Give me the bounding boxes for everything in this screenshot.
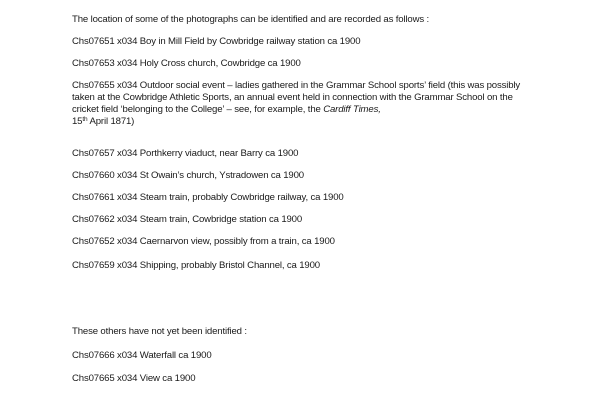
record-item: Chs07657 x034 Porthkerry viaduct, near Barry ca 1900 [72, 148, 299, 159]
citation-rest: April 1871) [87, 116, 135, 127]
citation-ordinal: th [82, 116, 88, 123]
record-text: Chs07655 x034 Outdoor social event – ladies gathered in the Grammar School sports’ field (this was possibly taken at the Cowbridge Athletic Sports, an annual event held in connection with the Grammar School on the cricket field ‘belonging to the College’ – see, for example, the [72, 80, 521, 115]
record-item: Chs07662 x034 Steam train, Cowbridge station ca 1900 [72, 214, 303, 225]
record-item: Chs07651 x034 Boy in Mill Field by Cowbridge railway station ca 1900 [72, 36, 361, 47]
others-intro-paragraph: These others have not yet been identified : [72, 326, 247, 337]
citation-day: 15 [72, 116, 83, 127]
record-item [72, 80, 534, 128]
record-item: Chs07660 x034 St Owain’s church, Ystradowen ca 1900 [72, 170, 304, 181]
record-item: Chs07665 x034 View ca 1900 [72, 373, 196, 384]
record-item: Chs07666 x034 Waterfall ca 1900 [72, 350, 212, 361]
intro-paragraph: The location of some of the photographs can be identified and are recorded as follows : [72, 14, 430, 25]
record-item: Chs07659 x034 Shipping, probably Bristol Channel, ca 1900 [72, 260, 320, 271]
record-item: Chs07661 x034 Steam train, probably Cowbridge railway, ca 1900 [72, 192, 344, 203]
record-item: Chs07652 x034 Caernarvon view, possibly from a train, ca 1900 [72, 236, 335, 247]
record-item: Chs07653 x034 Holy Cross church, Cowbridge ca 1900 [72, 58, 301, 69]
publication-name: Cardiff Times, [323, 104, 381, 115]
